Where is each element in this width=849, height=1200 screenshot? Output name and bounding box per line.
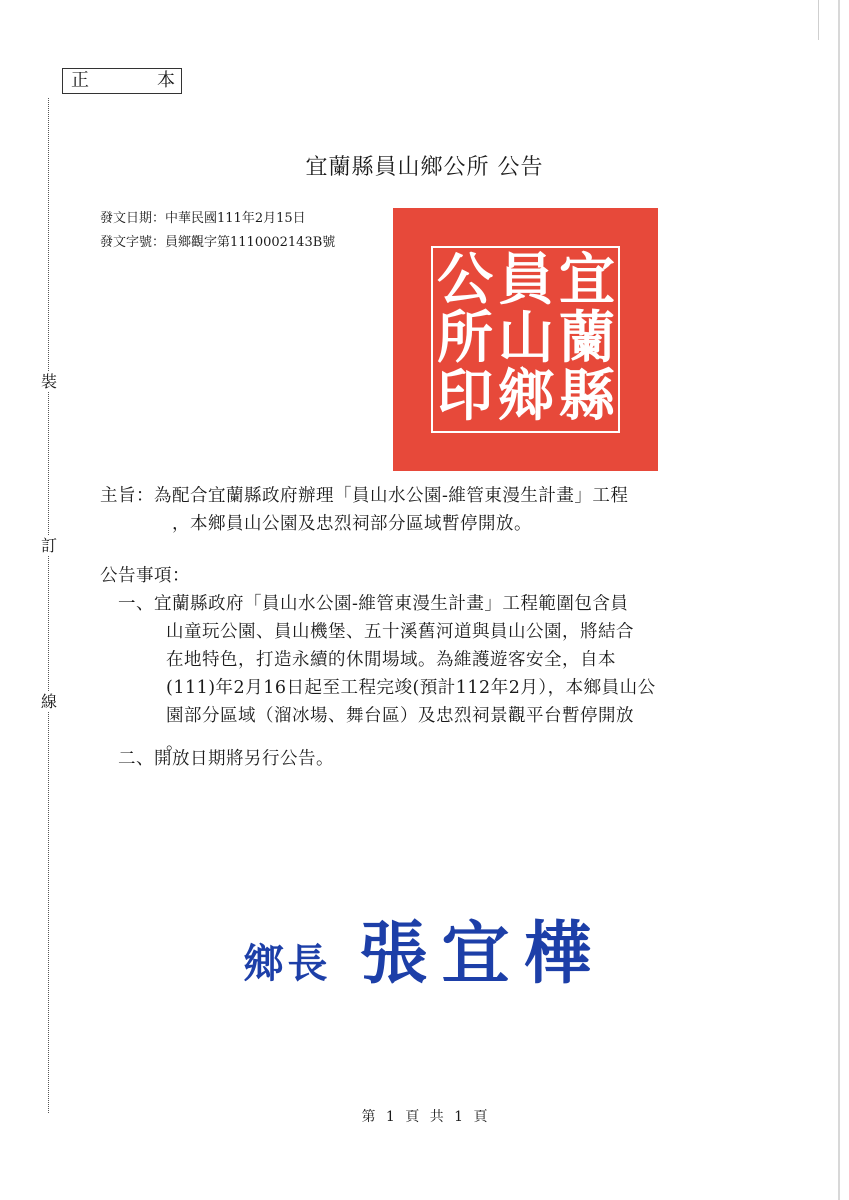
doc-number-value: 員鄉觀字第1110002143B號 (165, 235, 336, 250)
copy-label-first: 正 (71, 70, 89, 91)
notice-item-2 (118, 745, 334, 773)
notice-item-line: 山童玩公園、員山機堡、五十溪舊河道與員山公園，將結合 (166, 622, 634, 642)
seal-char: 所 (437, 305, 493, 371)
notice-item-1-row-1 (118, 590, 758, 618)
seal-border (431, 246, 620, 433)
notice-item-line: 園部分區域（溜冰場、舞台區）及忠烈祠景觀平台暫停開放 (166, 706, 634, 726)
subject-line-2: ，本鄉員山公園及忠烈祠部分區域暫停開放。 (172, 514, 532, 534)
seal-char: 宜 (559, 247, 615, 313)
issue-date-value: 中華民國111年2月15日 (165, 211, 306, 226)
seal-char: 蘭 (559, 305, 615, 371)
notice-item-marker: 一、 (118, 594, 154, 614)
scan-edge-mark (818, 0, 819, 40)
official-seal (393, 208, 658, 471)
document-title: 宜蘭縣員山鄉公所 公告 (305, 155, 544, 180)
notice-heading: 公告事項： (100, 566, 190, 586)
binding-char-zhuang: 裝 (40, 372, 57, 391)
notice-item-line: 。 (166, 734, 184, 754)
mayor-signature (0, 900, 849, 997)
notice-item-1 (118, 590, 758, 758)
seal-char: 印 (437, 363, 493, 429)
doc-number-label: 發文字號： (100, 235, 166, 250)
signature-name: 張宜樺 (359, 915, 606, 994)
subject-label: 主旨： (100, 486, 154, 506)
signature-title: 鄉長 (243, 941, 332, 987)
issue-date-line (100, 210, 306, 228)
notice-item-line: 宜蘭縣政府「員山水公園-維管東漫生計畫」工程範圍包含員 (154, 594, 629, 614)
copy-label-second: 本 (157, 70, 175, 91)
seal-char: 鄉 (498, 363, 554, 429)
notice-item-line: (111)年2月16日起至工程完竣(預計112年2月），本鄉員山公 (166, 678, 656, 698)
notice-item-line: 在地特色，打造永續的休閒場域。為維護遊客安全，自本 (166, 650, 616, 670)
notice-item-marker: 二、 (118, 749, 154, 769)
seal-char: 員 (498, 247, 554, 313)
original-copy-label (62, 68, 182, 94)
subject-section (100, 482, 760, 538)
binding-char-xian: 線 (40, 692, 57, 711)
binding-char-ding: 訂 (40, 536, 57, 555)
seal-char: 山 (498, 305, 554, 371)
doc-number-line (100, 234, 335, 252)
notice-item-line: 開放日期將另行公告。 (154, 749, 334, 769)
seal-char: 縣 (559, 363, 615, 429)
page-number: 第 1 頁 共 1 頁 (361, 1109, 488, 1125)
seal-char: 公 (437, 247, 493, 313)
subject-line-1: 為配合宜蘭縣政府辦理「員山水公園-維管東漫生計畫」工程 (154, 486, 629, 506)
subject-row-1 (100, 482, 760, 510)
issue-date-label: 發文日期： (100, 211, 166, 226)
